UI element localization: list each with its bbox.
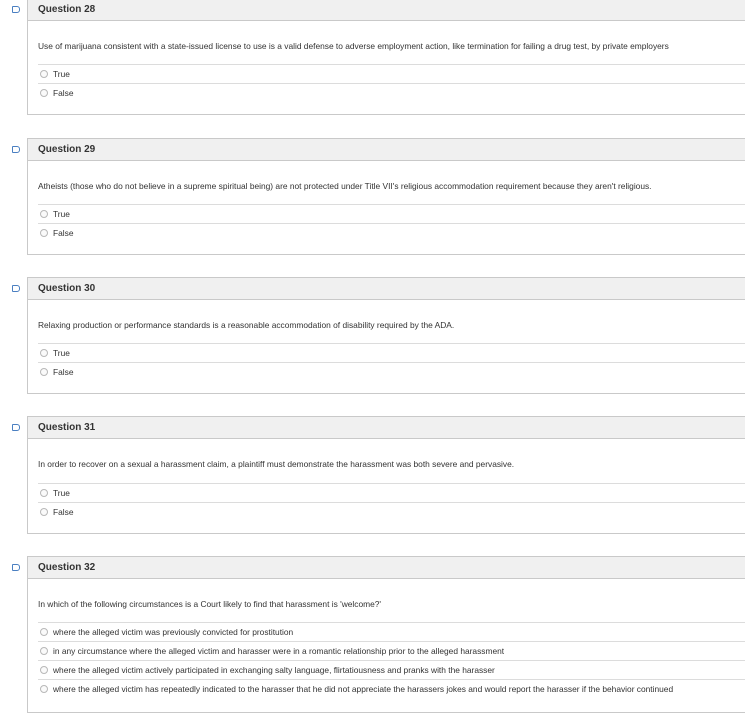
radio-button[interactable] <box>40 489 48 497</box>
answer-option[interactable] <box>38 362 745 381</box>
answer-label: where the alleged victim was previously convicted for prostitution <box>53 627 294 637</box>
question-title: Question 32 <box>28 556 745 579</box>
question-title: Question 31 <box>28 416 745 439</box>
answer-label: True <box>53 348 70 358</box>
question-text: In order to recover on a sexual a harassment claim, a plaintiff must demonstrate the harassment was both severe and pervasive. <box>38 459 515 469</box>
answer-list <box>38 622 745 698</box>
flag-question-30-icon[interactable] <box>12 285 20 292</box>
radio-button[interactable] <box>40 685 48 693</box>
question-text: Atheists (those who do not believe in a supreme spiritual being) are not protected under Title VII's religious accommodation requirement because they aren't religious. <box>38 181 652 191</box>
question-text: Relaxing production or performance standards is a reasonable accommodation of disability required by the ADA. <box>38 320 455 330</box>
flag-question-29-icon[interactable] <box>12 146 20 153</box>
answer-option[interactable] <box>38 204 745 223</box>
answer-option[interactable] <box>38 641 745 660</box>
question-title: Question 29 <box>28 138 745 161</box>
radio-button[interactable] <box>40 70 48 78</box>
radio-button[interactable] <box>40 229 48 237</box>
radio-button[interactable] <box>40 666 48 674</box>
answer-list <box>38 343 745 381</box>
question-32 <box>27 556 745 713</box>
answer-label: True <box>53 69 70 79</box>
answer-option[interactable] <box>38 622 745 641</box>
answer-label: where the alleged victim has repeatedly indicated to the harasser that he did not appreciate the harassers jokes and would report the harasser if the behavior continued <box>53 684 674 694</box>
answer-list <box>38 64 745 102</box>
answer-option[interactable] <box>38 502 745 521</box>
answer-label: in any circumstance where the alleged victim and harasser were in a romantic relationship prior to the alleged harassment <box>53 646 505 656</box>
answer-option[interactable] <box>38 83 745 102</box>
radio-button[interactable] <box>40 210 48 218</box>
flag-question-31-icon[interactable] <box>12 424 20 431</box>
radio-button[interactable] <box>40 508 48 516</box>
flag-question-28-icon[interactable] <box>12 6 20 13</box>
answer-option[interactable] <box>38 64 745 83</box>
question-text: In which of the following circumstances is a Court likely to find that harassment is 'welcome?' <box>38 599 381 609</box>
answer-label: where the alleged victim actively participated in exchanging salty language, flirtatiousness and pranks with the harasser <box>53 665 495 675</box>
answer-list <box>38 483 745 521</box>
answer-label: True <box>53 488 70 498</box>
question-31 <box>27 416 745 534</box>
answer-label: False <box>53 367 74 377</box>
question-text: Use of marijuana consistent with a state-issued license to use is a valid defense to adverse employment action, like termination for failing a drug test, by private employers <box>38 41 669 51</box>
radio-button[interactable] <box>40 368 48 376</box>
question-title: Question 30 <box>28 277 745 300</box>
answer-label: False <box>53 507 74 517</box>
answer-option[interactable] <box>38 343 745 362</box>
question-title: Question 28 <box>28 0 745 21</box>
answer-label: False <box>53 88 74 98</box>
answer-option[interactable] <box>38 679 745 698</box>
question-28 <box>27 0 745 115</box>
radio-button[interactable] <box>40 628 48 636</box>
answer-option[interactable] <box>38 660 745 679</box>
question-30 <box>27 277 745 394</box>
radio-button[interactable] <box>40 89 48 97</box>
question-29 <box>27 138 745 255</box>
answer-option[interactable] <box>38 223 745 242</box>
answer-label: True <box>53 209 70 219</box>
radio-button[interactable] <box>40 647 48 655</box>
answer-label: False <box>53 228 74 238</box>
answer-list <box>38 204 745 242</box>
answer-option[interactable] <box>38 483 745 502</box>
flag-question-32-icon[interactable] <box>12 564 20 571</box>
radio-button[interactable] <box>40 349 48 357</box>
